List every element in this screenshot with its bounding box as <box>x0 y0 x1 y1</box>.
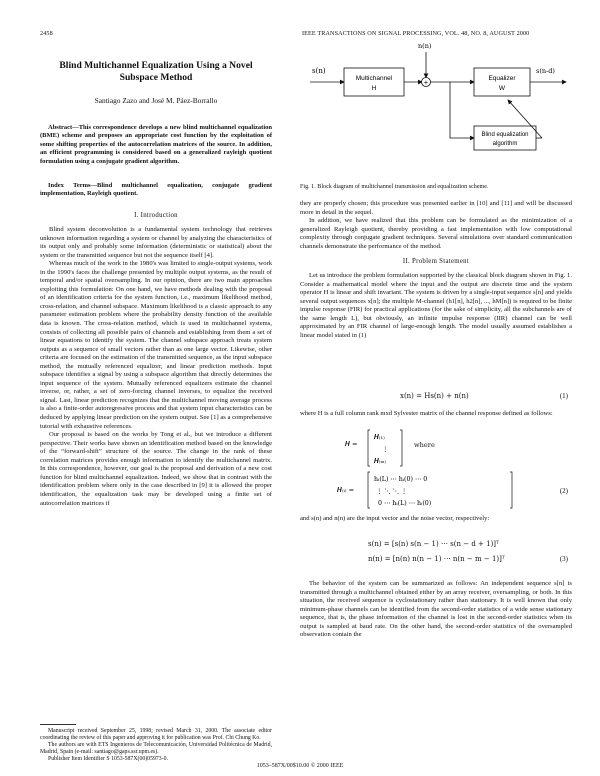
h-block-matrix <box>366 428 406 468</box>
footnotes <box>40 728 272 763</box>
equalizer-label: Equalizer <box>488 75 516 82</box>
copyright-footer: 1053–587X/00$10.00 © 2000 IEEE <box>256 763 344 769</box>
block-diagram <box>304 38 570 156</box>
right-column-top <box>300 200 572 251</box>
abstract: Abstract—This correspondence develops a new blind multichannel equalization (BME) scheme and proposes an appropriate cost function by the exploitation of some shifting properties of the autocorrelation matrices of the source. In addition, an efficient programming is considered based on a generalized rayleigh quotient formulation using a conjugate gradient algorithm. <box>40 124 272 165</box>
figure-caption: Fig. 1. Block diagram of multichannel transmission and equalization scheme. <box>300 184 489 190</box>
svg-text:⋮: ⋮ <box>382 445 389 453</box>
noise-label: n(n) <box>418 42 432 50</box>
introduction-body <box>40 226 272 508</box>
problem-statement-body <box>300 272 572 340</box>
svg-text:⋮ ⋱ ⋱: ⋮ ⋱ ⋱ ⋮ <box>376 488 408 495</box>
footnote: Manuscript received September 25, 1998; revised March 31, 2000. The associate editor coordinating the review of this paper and approving it for publication was Prof. Chi Chung Ko. <box>40 728 272 741</box>
equation-1-number: (1) <box>559 392 568 400</box>
blind-algorithm-label-2: algorithm <box>492 141 518 147</box>
intro-paragraph: Our proposal is based on the works by Tong et al., but we introduce a different perspective. Their works have shown an identification method based on the knowledge of the “forward-shift” structure of the source. The change in the rank of these correlation matrices provides enough information to identify the multichannel matrix. In this correspondence, however, our goal is the proposal and derivation of a new cost function for blind multichannel equalization. Indeed, we show that in contrast with the identification problem where only in the case described in [9] it is allowed the proper identification, the equalization task may be developed using a finite set of autocorrelation matrices if <box>40 431 272 507</box>
equation-3-number: (3) <box>559 555 568 563</box>
paragraph: The behavior of the system can be summarized as follows: An independent sequence s[n] is transmitted through a multichannel obtained either by an array receiver, oversampling, or both. In this situation, the received sequence is cyclostationary rather than stationary. It is well known that only minimum-phase channels can be identified from the second-order statistics of a wide sense stationary sequence, that is, the phase information of the channel is lost in the second-order statistics when its output is sampled at baud rate. On the other hand, the second-order statistics of the oversampled observation contain the <box>300 580 572 639</box>
section-heading-introduction: I. Introduction <box>134 212 178 219</box>
multichannel-symbol: H <box>371 85 377 92</box>
footnote-rule <box>40 724 76 725</box>
equation-3a: s(n) = [s(n) s(n − 1) ⋯ s(n − d + 1)]ᵀ <box>368 540 499 548</box>
where-word: where <box>414 441 435 449</box>
equation-1: x(n) = Hs(n) + n(n) <box>400 392 469 400</box>
paragraph: and s(n) and n(n) are the input vector and the noise vector, respectively: <box>300 515 490 522</box>
hi-equals: 𝑯₍ᵢ₎ = <box>337 486 355 494</box>
svg-text:𝑯₍ₘ₎: 𝑯₍ₘ₎ <box>374 457 387 465</box>
intro-paragraph: Whereas much of the work in the 1980's was limited to single-output systems, work in the 1990's faces the challenge presented by multiple output systems, as the result of temporal and/or spatial oversampling. In our opinion, there are two main approaches exploiting this formulation: On one hand, we have methods dealing with the proposal of an identification criteria for the system function, i.e., maximum likelihood method, cross-relation, and channel subspace. Maximum likelihood is a classic approach to any parameter estimation problem where the probability density function of the available data is known. The cross-relation method, which is used in multichannel systems, consists of collecting all possible pairs of channels and establishing from them a set of linear equations to identify the system. The channel subspace approach treats system outputs as a sequence of small vectors rather than as one large vector. Likewise, other criteria are focused on the estimation of the transmitted sequence, as the input subspace method, the mutually referenced equalizer, and linear prediction methods. Input subspace identifies a signal by using a subspace algorithm that directly determines the input sequence of the system. Mutually referenced equalizers estimate the channel inverse, or, rather, a set of zero-forcing channel inverses, to equalize the received signal. Last, linear prediction recognizes that the multichannel moving average process is also a finite-order autoregressive process and that system input characteristics can be deduced by applying linear prediction on the system output. See [1] as a comprehensive tutorial with exhaustive references. <box>40 260 272 430</box>
paragraph: where H is a full column rank mxd Sylvester matrix of the channel response defined as follows: <box>300 410 553 417</box>
equalizer-symbol: W <box>498 85 506 92</box>
equation-2-number: (2) <box>559 487 568 495</box>
input-label: s(n) <box>312 67 326 75</box>
system-behavior-text <box>300 580 572 640</box>
svg-text:0 ⋯ hᵢ(L) ⋯ hᵢ(0): 0 ⋯ hᵢ(L) ⋯ hᵢ(0) <box>378 500 432 507</box>
output-label: s(n-d) <box>536 67 555 75</box>
blind-algorithm-label: Blind equalization <box>481 132 529 138</box>
journal-header: IEEE TRANSACTIONS ON SIGNAL PROCESSING, VOL. 48, NO. 8, AUGUST 2000 <box>302 30 530 37</box>
svg-text:hᵢ(L) ⋯ hᵢ(0) ⋯ 0: hᵢ(L) ⋯ hᵢ(0) ⋯ 0 <box>374 476 428 483</box>
vectors-text <box>300 515 572 524</box>
footnote: Publisher Item Identifier S 1053-587X(00)05973-0. <box>48 755 168 762</box>
sum-symbol: + <box>423 78 429 87</box>
hi-matrix <box>366 470 516 510</box>
paper-title: Blind Multichannel Equalization Using a Novel Subspace Method <box>59 60 253 83</box>
continuation-paragraph: they are properly chosen; this procedure was presented earlier in [10] and [11] and will be discussed more in detail in the sequel. <box>300 200 572 216</box>
authors: Santiago Zazo and José M. Páez-Borrallo <box>94 96 218 105</box>
svg-text:𝑯₍₁₎: 𝑯₍₁₎ <box>374 433 385 441</box>
section-heading-problem-statement: II. Problem Statement <box>402 258 470 265</box>
equation-3b: n(n) = [n(n) n(n − 1) ⋯ n(n − m − 1)]ᵀ <box>368 555 505 563</box>
h-equals: 𝑯 = <box>345 440 358 448</box>
intro-paragraph: Blind system deconvolution is a fundamental system technology that retrieves unknown information regarding a system or channel by analyzing the characteristics of its output only and probably some information (deterministic or statistical) about the system or the transmitted sequence but not the sequence itself [4]. <box>40 226 272 259</box>
sylvester-text <box>300 410 572 419</box>
paragraph: Let us introduce the problem formulation supported by the classical block diagram shown in Fig. 1. Consider a mathematical model where the input and the output are discrete time and the system operator H is linear and shift invariant. The system is driven by a single-input sequence s[n] and yields several output sequences x[n]; the multiple M-channel (h1[n], h2[n], ..., hM[n]) is required to be finite impulse response (FIR) for practical applications (for the sake of simplicity, all the subchannels are of the same length L), but obviously, an infinite impulse response (IIR) channel can be well approximated by an FIR channel of large-enough length. The model usually assumed establishes a linear model stated in (1) <box>300 272 572 339</box>
feedback-line <box>450 82 474 138</box>
index-terms: Index Terms—Blind multichannel equalization, conjugate gradient implementation, Rayleigh quotient. <box>40 182 272 198</box>
multichannel-label: Multichannel <box>355 75 393 82</box>
footnote: The authors are with ETS Ingenieros de Telecomunicación, Universidad Politécnica de Madrid, Madrid, Spain (e-mail: santiago@gaps.ssr.upm.es). <box>40 741 272 755</box>
page-number: 2458 <box>40 30 53 37</box>
paragraph: In addition, we have realized that this problem can be formulated as the minimization of a generalized Rayleigh quotient, thereby providing a fast implementation with low computational complexity through conjugate gradient techniques. Several simulations over standard communication channels demonstrate the performance of the method. <box>300 217 572 250</box>
